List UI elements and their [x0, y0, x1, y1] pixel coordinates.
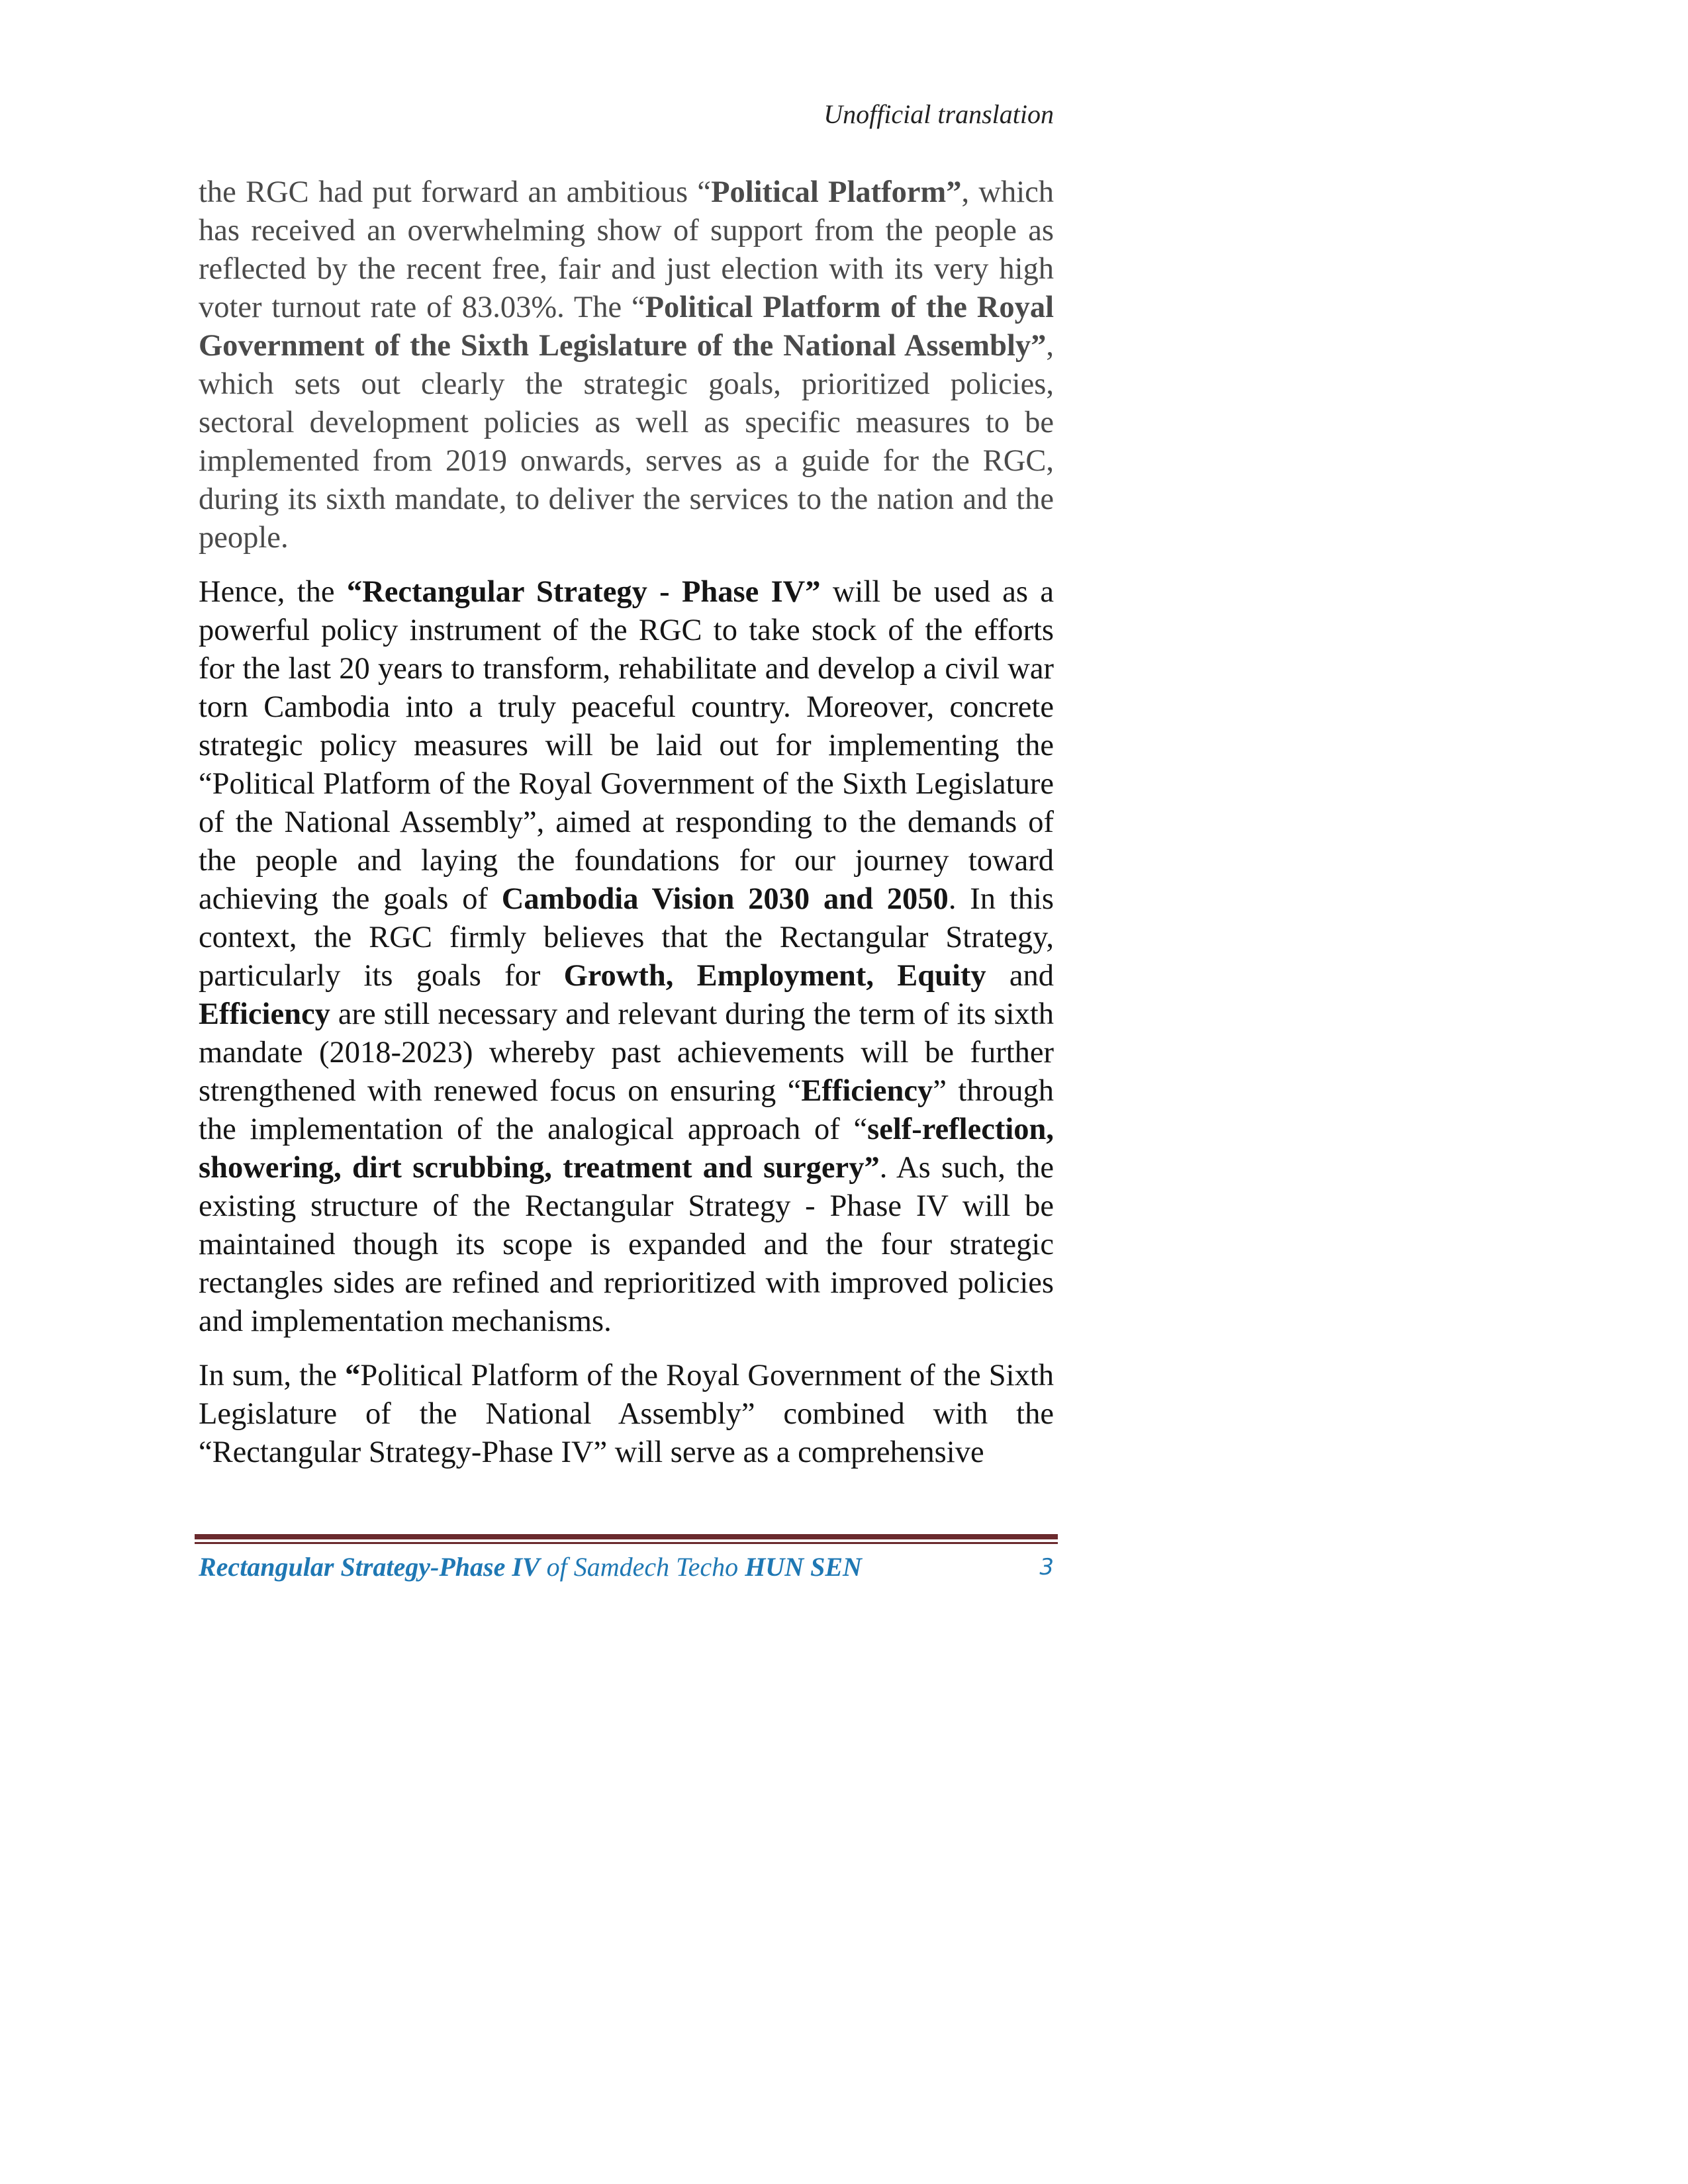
page-number: 3	[1039, 1554, 1054, 1580]
body-paragraph	[199, 1357, 1054, 1472]
text-run: and	[986, 959, 1055, 993]
page-header	[199, 98, 1054, 131]
text-run: . In this context, the RGC firmly believes that the Rectangular Strategy, particularly its goals for	[199, 882, 1055, 993]
footer-title-strong: Rectangular Strategy-Phase IV	[199, 1552, 540, 1582]
bold-text-run: “	[345, 1359, 361, 1392]
text-run: will be used as a powerful policy instrument of the RGC to take stock of the efforts for the last 20 years to transform, rehabilitate and develop a civil war torn Cambodia into a truly peaceful country. Moreover, concrete strategic policy measures will be laid out for implementing the “Political Platform of the Royal Government of the Sixth Legislature of the National Assembly”, aimed at responding to the demands of the people and laying the foundations for our journey toward achieving the goals of	[199, 575, 1054, 916]
page-footer	[199, 1547, 1054, 1587]
footer-divider	[195, 1534, 1058, 1539]
text-run: the RGC had put forward an ambitious “	[199, 175, 712, 209]
footer-divider-thin	[195, 1542, 1058, 1544]
text-run: Political Platform of the Royal Government of the Sixth Legislature of the National Assembly” combined with the “Rectangular Strategy-Phase IV” will serve as a comprehensive	[199, 1359, 1054, 1469]
text-run: , which sets out clearly the strategic goals, prioritized policies, sectoral development policies as well as specific measures to be implemented from 2019 onwards, serves as a guide for the RGC, during its sixth mandate, to deliver the services to the nation and the people.	[199, 329, 1054, 555]
footer-author-name: HUN SEN	[745, 1552, 862, 1582]
body-paragraph	[199, 573, 1054, 1341]
document-body	[199, 173, 1054, 1488]
text-run: Hence, the	[199, 575, 347, 609]
text-run: ” through the implementation of the analogical approach of “	[199, 1074, 1054, 1146]
text-run: are still necessary and relevant during the term of its sixth mandate (2018-2023) whereby past achievements will be further strengthened with renewed focus on ensuring “	[199, 997, 1054, 1108]
header-label: Unofficial translation	[823, 99, 1054, 129]
text-run: . As such, the existing structure of the Rectangular Strategy - Phase IV will be maintained though its scope is expanded and the four strategic rectangles sides are refined and reprioritized with improved policies and implementation mechanisms.	[199, 1151, 1054, 1338]
bold-text-run: Growth, Employment, Equity	[563, 959, 986, 993]
bold-text-run: Efficiency	[199, 997, 330, 1031]
bold-text-run: Political Platform”	[711, 175, 962, 209]
body-paragraph	[199, 173, 1054, 557]
bold-text-run: Efficiency	[801, 1074, 933, 1108]
bold-text-run: Cambodia Vision 2030 and 2050	[501, 882, 949, 916]
bold-text-run: self-reflection, showering, dirt scrubbing, treatment and surgery”	[199, 1113, 1054, 1185]
bold-text-run: “Rectangular Strategy - Phase IV”	[346, 575, 821, 609]
footer-title-mid: of Samdech Techo	[539, 1552, 745, 1582]
text-run: In sum, the	[199, 1359, 346, 1392]
text-run: , which has received an overwhelming show of support from the people as reflected by the recent free, fair and just election with its very high voter turnout rate of 83.03%. The “	[199, 175, 1055, 324]
bold-text-run: Political Platform of the Royal Government of the Sixth Legislature of the National Assembly”	[199, 291, 1054, 363]
